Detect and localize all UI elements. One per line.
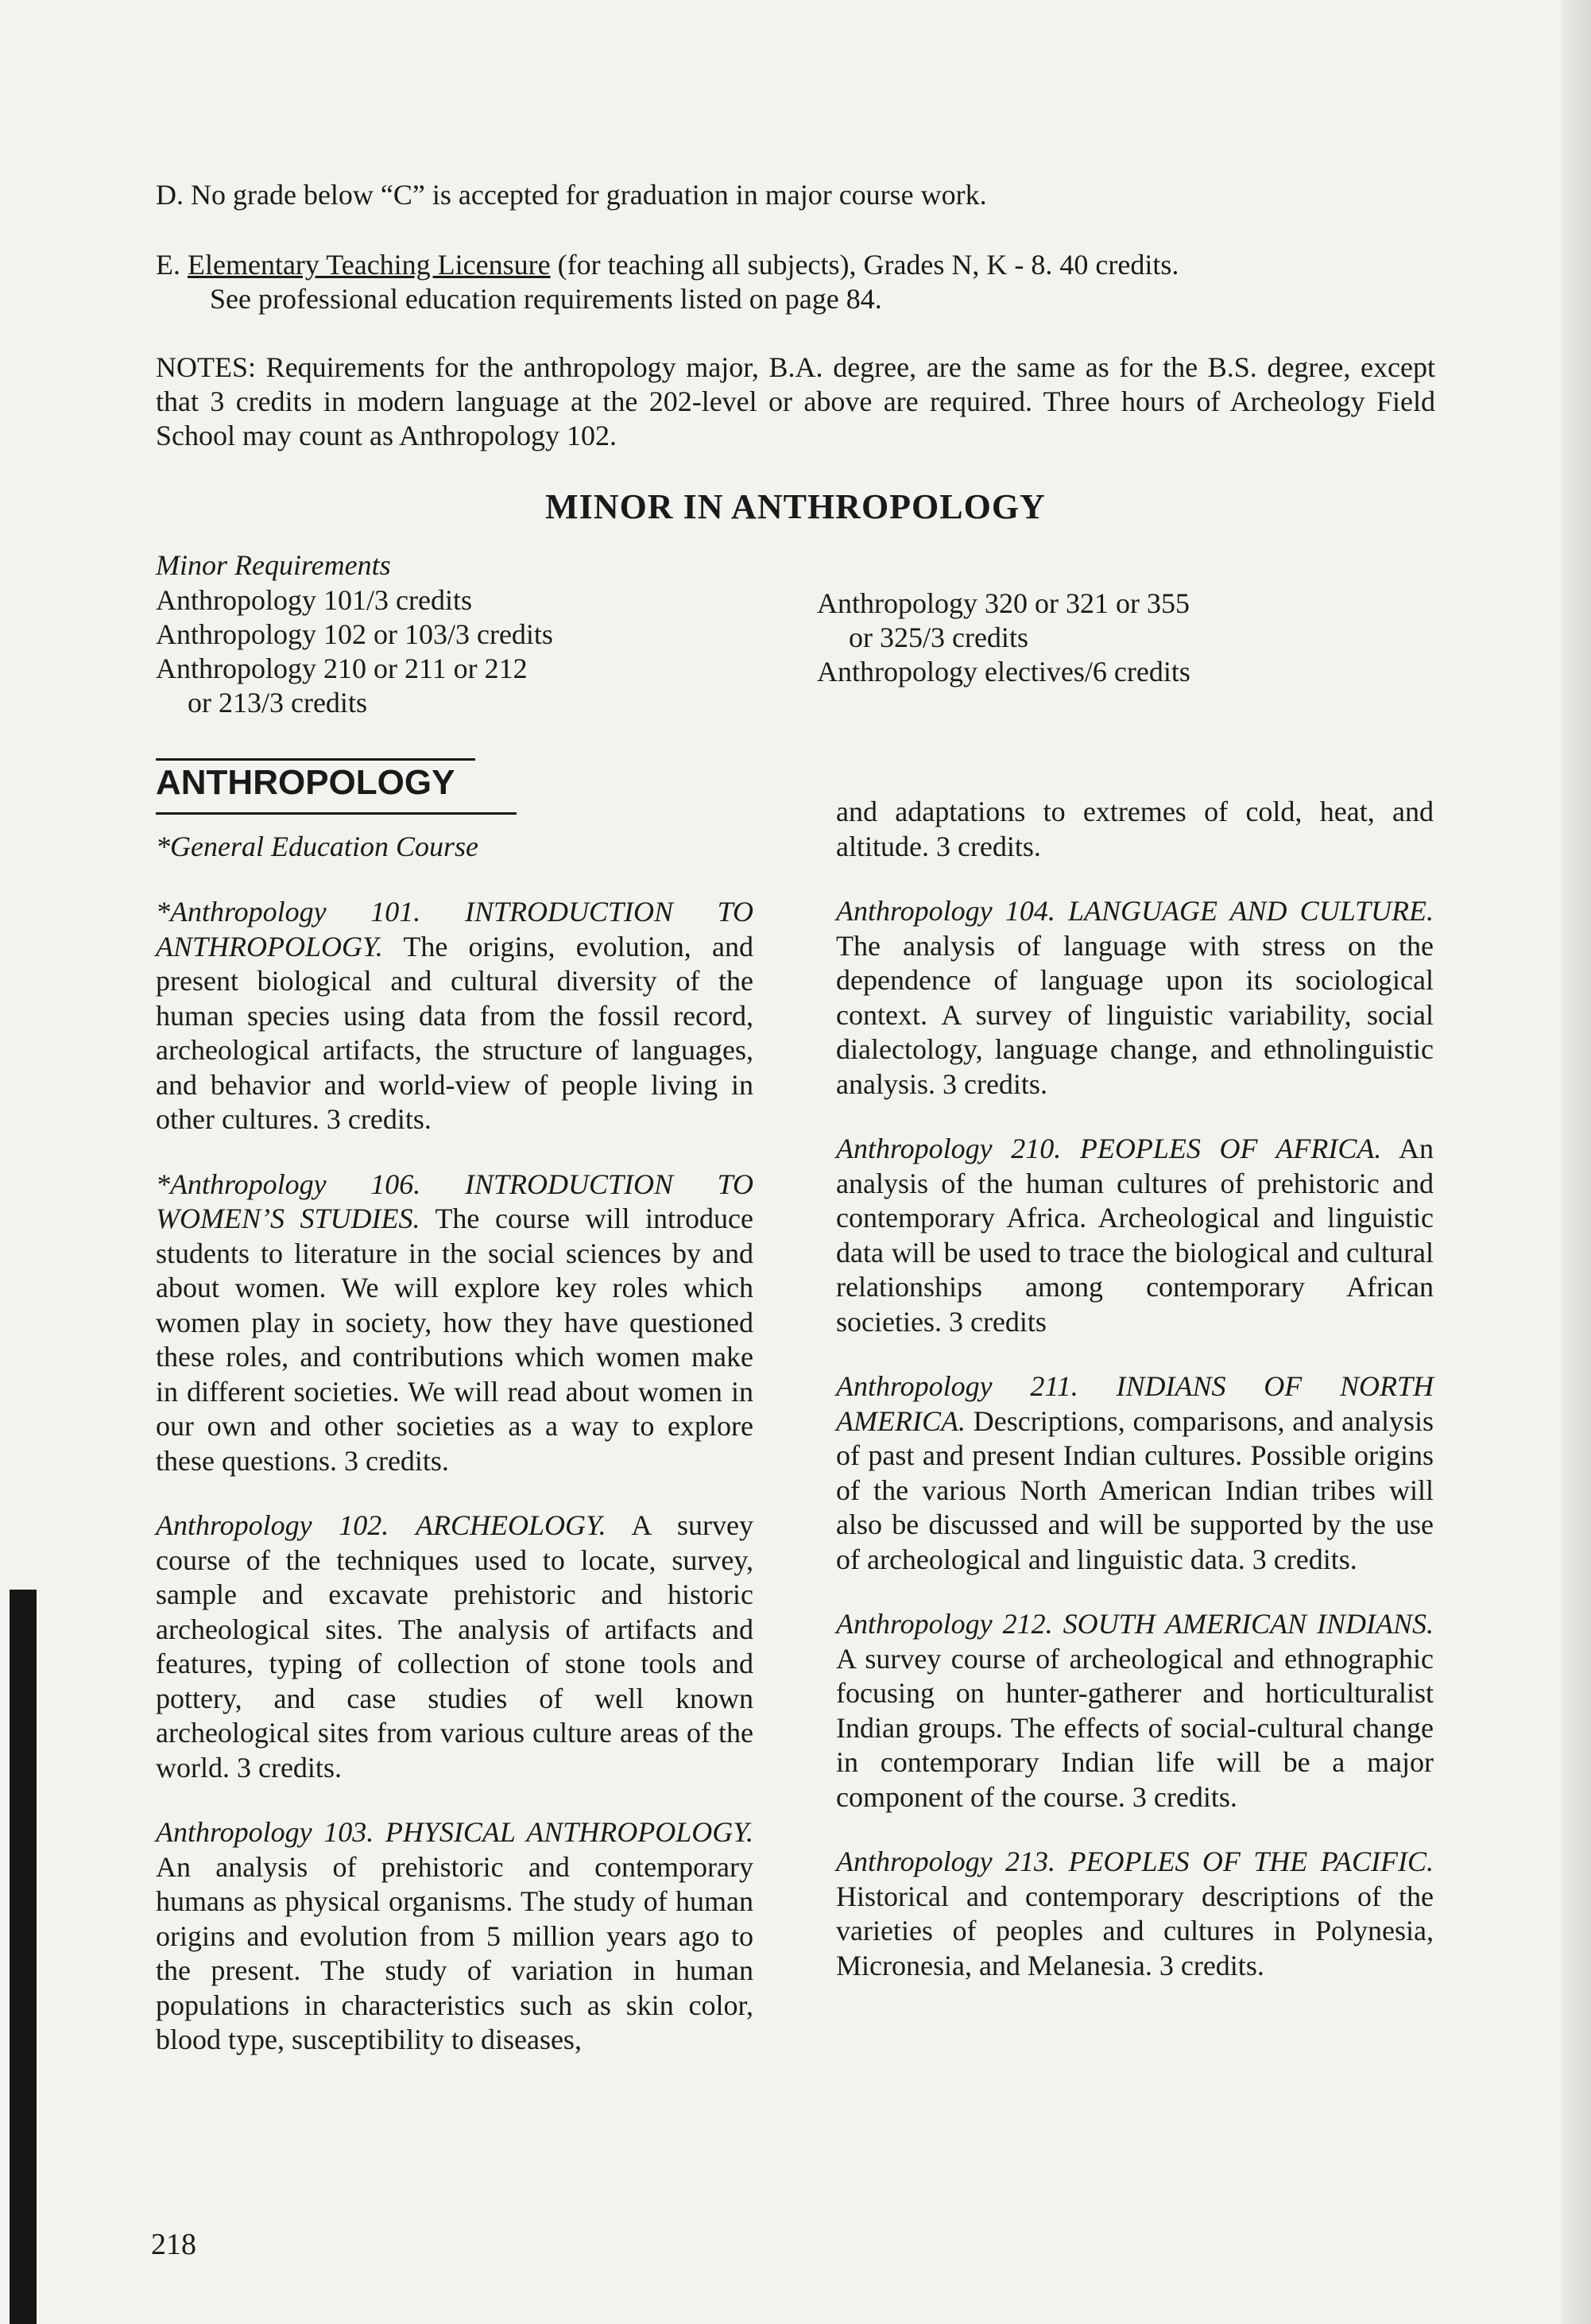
course-label: *Anthropology 106.: [156, 1168, 421, 1200]
scan-edge-bar: [10, 1590, 37, 2324]
course-desc: The origins, evolution, and present biological and cultural diversity of the human species using data from the fossil record, archeological artifacts, the structure of languages, and behavior and world-view of people living in other cultures. 3 credits.: [156, 930, 753, 1135]
item-e-prefix: E.: [156, 249, 188, 281]
course-title: LANGUAGE AND CULTURE.: [1068, 895, 1434, 927]
course-entry: [836, 1607, 1434, 1815]
minor-req-line: or 325/3 credits: [849, 622, 1028, 653]
course-title: PEOPLES OF AFRICA.: [1079, 1133, 1382, 1164]
course-entry: [156, 1168, 753, 1479]
course-desc: Historical and contemporary descriptions of the varieties of peoples and cultures in Polynesia, Micronesia, and Melanesia. 3 credits.: [836, 1880, 1434, 1981]
right-column: [836, 795, 1434, 2013]
minor-req-line: Anthropology 210 or 211 or 212: [156, 653, 528, 684]
left-column: [156, 895, 753, 2088]
minor-req-line: or 213/3 credits: [188, 687, 367, 719]
course-label: Anthropology 210.: [836, 1133, 1062, 1164]
course-label: Anthropology 211.: [836, 1370, 1078, 1402]
section-rule-top: [156, 758, 475, 761]
course-entry: [156, 1509, 753, 1785]
page-number: 218: [151, 2228, 196, 2261]
course-label: Anthropology 213.: [836, 1846, 1056, 1877]
course-desc: A survey course of archeological and ethnographic focusing on hunter-gatherer and horticulturalist Indian groups. The effects of social-cultural change in contemporary Indian life will be a major component of the course. 3 credits.: [836, 1642, 1434, 1813]
course-label: Anthropology 104.: [836, 895, 1055, 927]
minor-req-line: Anthropology 101/3 credits: [156, 584, 472, 616]
course-entry: [836, 894, 1434, 1102]
course-label: *Anthropology 101.: [156, 896, 421, 928]
licensure-link[interactable]: Elementary Teaching Licensure: [188, 249, 551, 281]
course-title: PEOPLES OF THE PACIFIC.: [1068, 1846, 1434, 1877]
minor-title: MINOR IN ANTHROPOLOGY: [545, 487, 1046, 526]
course-title: ARCHEOLOGY.: [415, 1509, 606, 1541]
course-desc: A survey course of the techniques used to locate, survey, sample and excavate prehistoric and historic archeological sites. The analysis of artifacts and features, typing of collection of stone tools and pottery, and case studies of well known archeological sites from various culture areas of the world. 3 credits.: [156, 1509, 753, 1784]
course-desc: The analysis of language with stress on the dependence of language upon its sociological context. A survey of linguistic variability, social dialectology, language change, and ethnolinguistic analysis. 3 credits.: [836, 929, 1434, 1100]
minor-req-heading: Minor Requirements: [156, 549, 391, 581]
course-entry: [156, 1815, 753, 2058]
course-continuation: and adaptations to extremes of cold, heat, and altitude. 3 credits.: [836, 796, 1434, 862]
gen-ed-note: *General Education Course: [156, 831, 478, 862]
course-title: PHYSICAL ANTHROPOLOGY.: [385, 1816, 754, 1848]
item-d: D. No grade below “C” is accepted for graduation in major course work.: [156, 179, 987, 211]
course-desc: The course will introduce students to literature in the social sciences by and about women. We will explore key roles which women play in society, how they have questioned these roles, and contributions which women make in different societies. We will read about women in our own and other societies as a way to explore these questions. 3 credits.: [156, 1203, 753, 1477]
section-rule-bottom: [156, 812, 517, 815]
course-desc: Descriptions, comparisons, and analysis of past and present Indian cultures. Possible origins of the various North American Indian tribes will also be discussed and will be supported by the use of archeological and linguistic data. 3 credits.: [836, 1404, 1434, 1575]
page-edge-shadow: [1561, 0, 1591, 2324]
course-label: Anthropology 212.: [836, 1608, 1053, 1640]
course-title: SOUTH AMERICAN INDIANS.: [1063, 1608, 1434, 1640]
course-entry: [836, 1845, 1434, 1983]
minor-req-line: Anthropology electives/6 credits: [817, 656, 1190, 688]
course-label: Anthropology 103.: [156, 1816, 374, 1848]
item-e-line2: See professional education requirements listed on page 84.: [210, 283, 882, 315]
item-e-rest: (for teaching all subjects), Grades N, K - 8. 40 credits.: [550, 249, 1179, 281]
course-title: INTRODUCTION TO WOMEN’S STUDIES.: [156, 1168, 754, 1234]
course-desc: An analysis of the human cultures of prehistoric and contemporary Africa. Archeological and linguistic data will be used to trace the biological and cultural relationships among contemporary African societies. 3 credits: [836, 1133, 1434, 1338]
minor-req-left: [156, 583, 792, 720]
notes-paragraph: NOTES: Requirements for the anthropology major, B.A. degree, are the same as for the B.S. degree, except that 3 credits in modern language at the 202-level or above are required. Three hours of Archeology Field School may count as Anthropology 102.: [156, 351, 1435, 451]
item-e: [156, 248, 1443, 282]
course-label: Anthropology 102.: [156, 1509, 389, 1541]
course-entry: [836, 1132, 1434, 1339]
minor-req-line: Anthropology 320 or 321 or 355: [817, 587, 1190, 619]
course-desc: An analysis of prehistoric and contemporary humans as physical organisms. The study of human origins and evolution from 5 million years ago to the present. The study of variation in human populations in characteristics such as skin color, blood type, susceptibility to diseases,: [156, 1850, 753, 2055]
course-entry: [156, 895, 753, 1137]
course-entry: [836, 1369, 1434, 1577]
minor-req-right: [817, 587, 1437, 689]
course-title: INTRODUCTION TO ANTHROPOLOGY.: [156, 896, 754, 963]
section-title: ANTHROPOLOGY: [156, 763, 455, 802]
course-title: INDIANS OF NORTH AMERICA.: [836, 1370, 1434, 1437]
minor-req-line: Anthropology 102 or 103/3 credits: [156, 618, 553, 650]
